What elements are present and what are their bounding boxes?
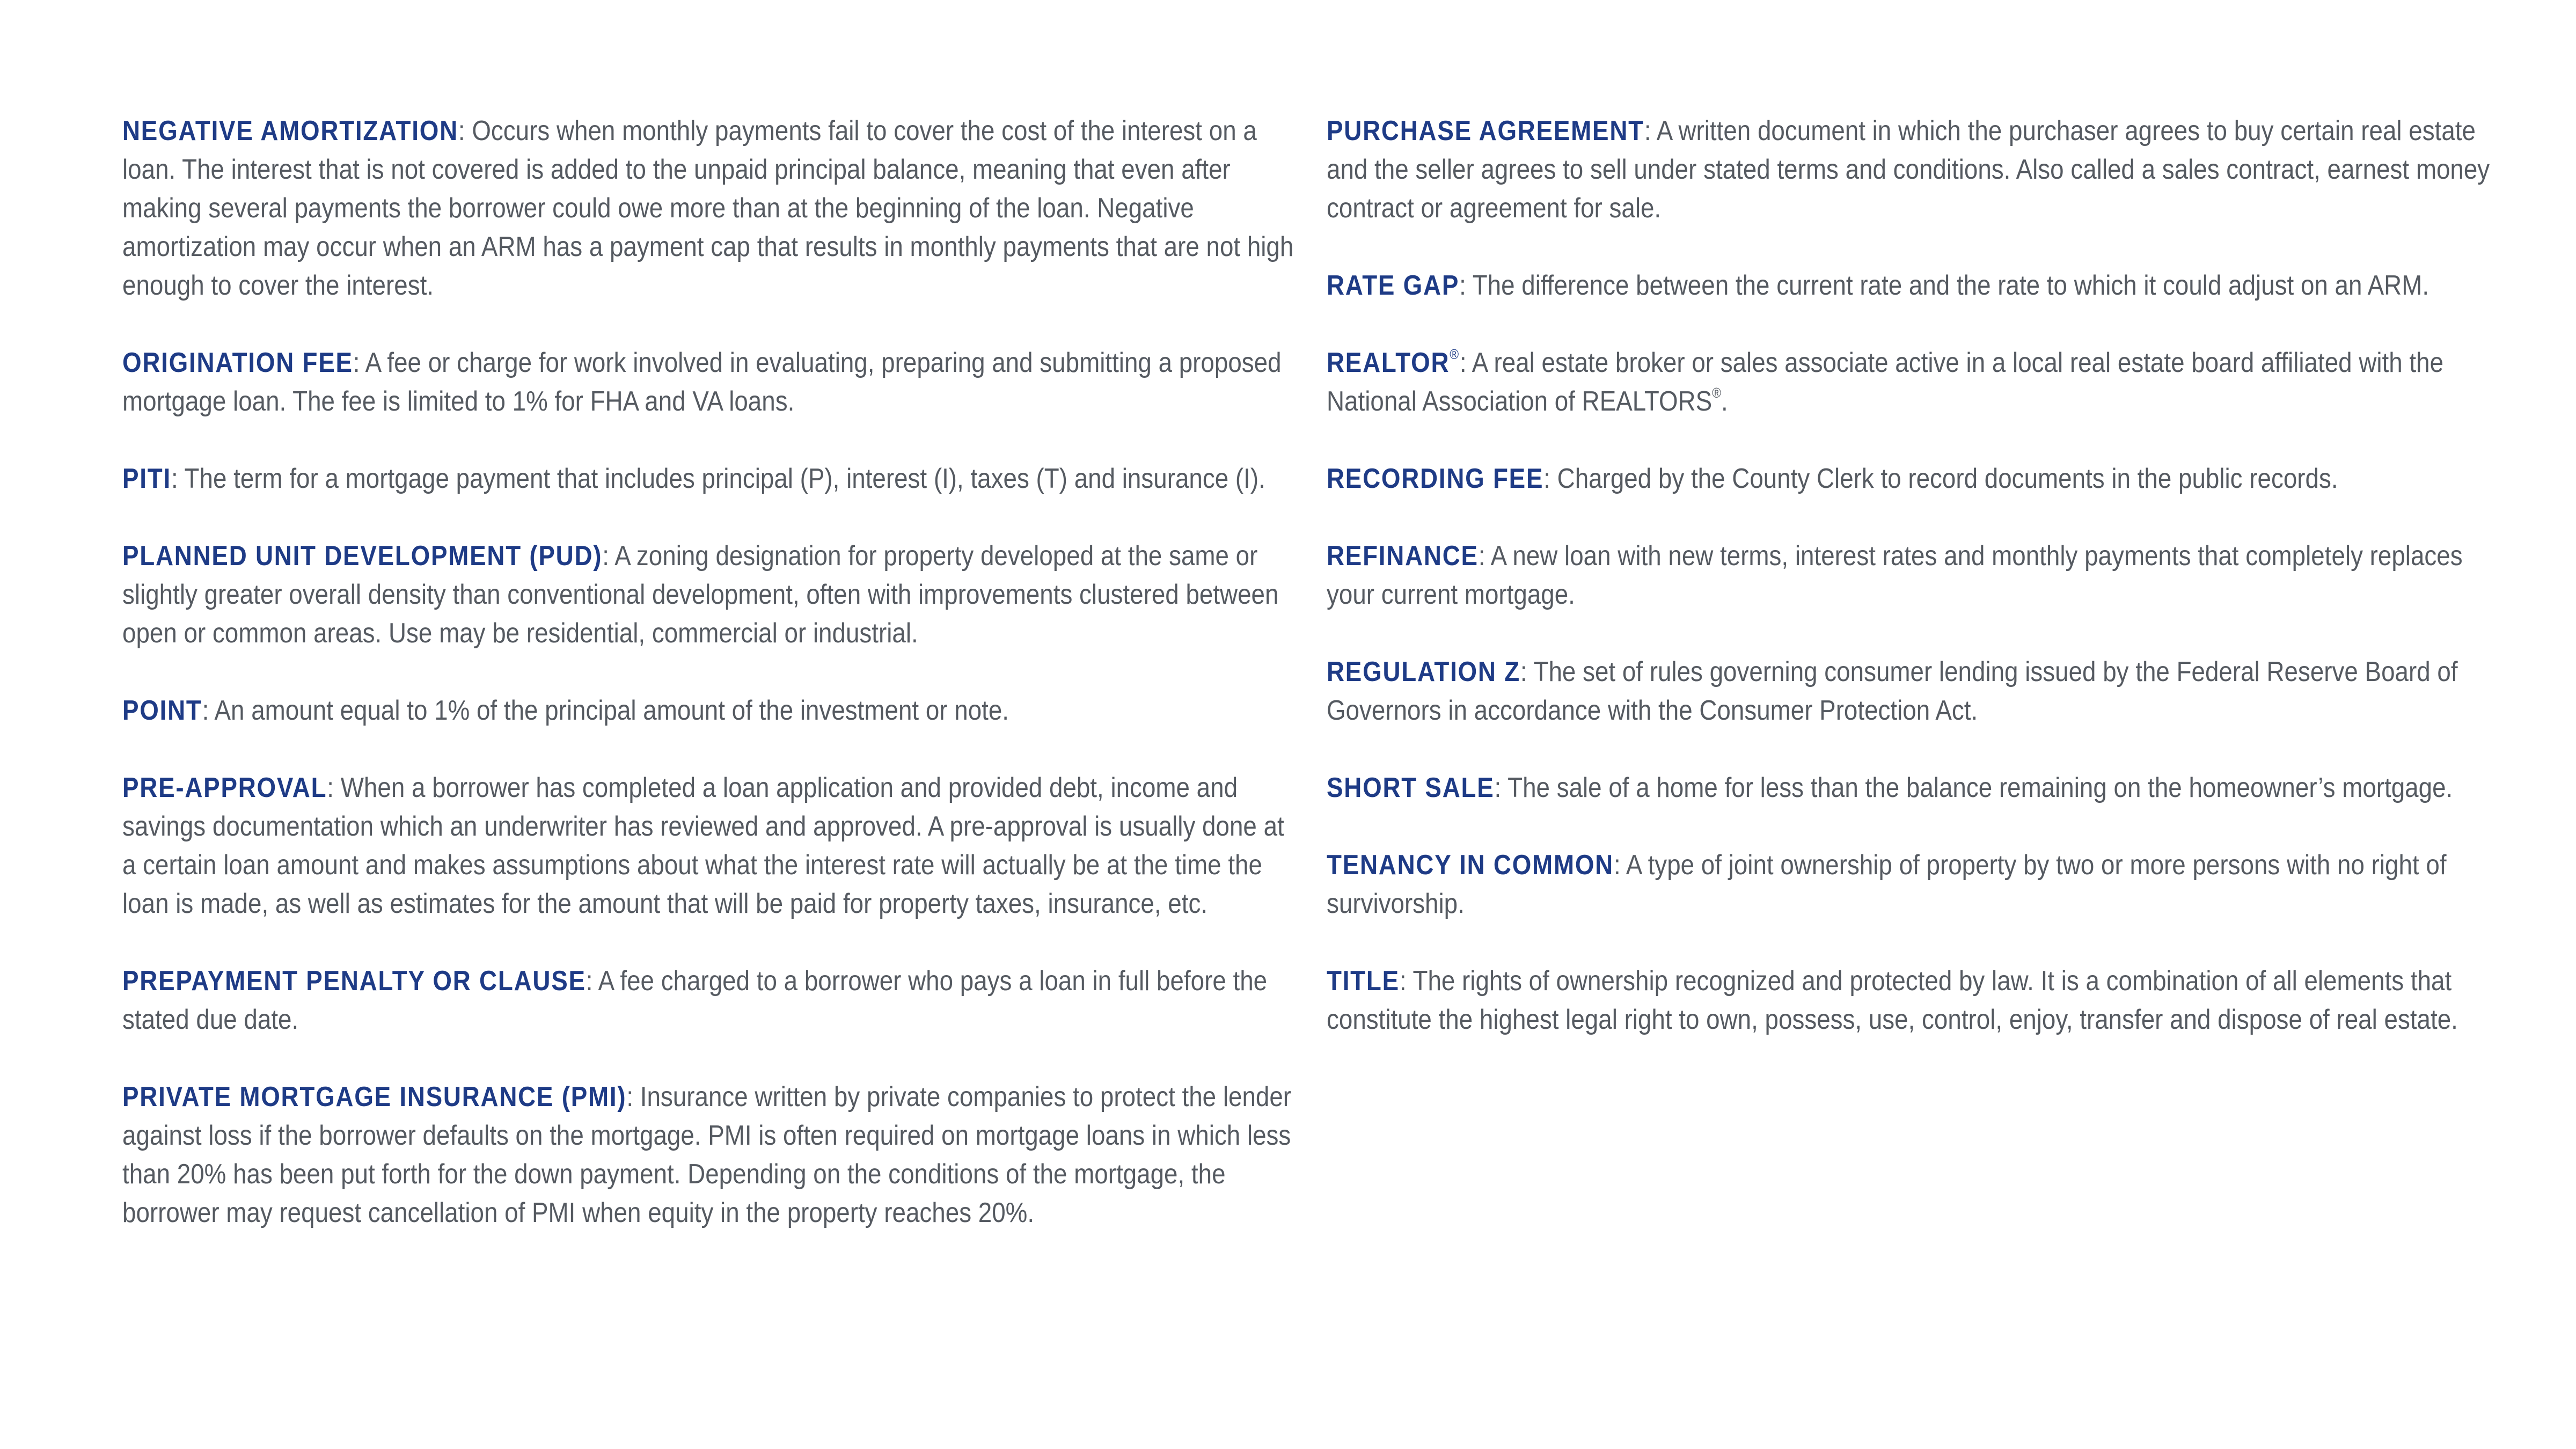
glossary-definition: : Charged by the County Clerk to record documents in the public records.	[1543, 463, 2338, 494]
glossary-term: NEGATIVE AMORTIZATION	[122, 115, 458, 147]
glossary-term: PREPAYMENT PENALTY OR CLAUSE	[122, 965, 586, 997]
glossary-term: TENANCY IN COMMON	[1327, 850, 1614, 881]
glossary-definition: : The term for a mortgage payment that includes principal (P), interest (I), taxes (T) and insurance (I).	[171, 463, 1265, 494]
glossary-definition: : When a borrower has completed a loan application and provided debt, income and savings documentation which an underwriter has reviewed and approved. A pre-approval is usually done at a certain loan amount and makes assumptions about what the interest rate will actually be at the time the loan is made, as well as estimates for the amount that will be paid for property taxes, insurance, etc.	[122, 772, 1284, 919]
glossary-definition: : An amount equal to 1% of the principal amount of the investment or note.	[202, 695, 1009, 726]
glossary-term: PURCHASE AGREEMENT	[1327, 115, 1644, 147]
glossary-entry-point	[122, 691, 1293, 730]
glossary-entry-realtor	[1327, 343, 2498, 421]
glossary-definition-end: .	[1721, 386, 1728, 417]
glossary-definition: : The set of rules governing consumer lending issued by the Federal Reserve Board of Governors in accordance with the Consumer Protection Act.	[1327, 656, 2458, 726]
glossary-definition: : A written document in which the purchaser agrees to buy certain real estate and the seller agrees to sell under stated terms and conditions. Also called a sales contract, earnest money contract or agreement for sale.	[1327, 115, 2490, 224]
glossary-term: POINT	[122, 695, 202, 726]
glossary-right-column	[1327, 112, 2498, 1078]
glossary-entry-negative-amortization	[122, 112, 1293, 305]
registered-mark: ®	[1450, 346, 1460, 362]
glossary-definition: : A new loan with new terms, interest rates and monthly payments that completely replaces your current mortgage.	[1327, 540, 2463, 610]
glossary-term: PRIVATE MORTGAGE INSURANCE (PMI)	[122, 1081, 627, 1113]
glossary-term: RATE GAP	[1327, 270, 1460, 301]
glossary-definition: : A fee charged to a borrower who pays a loan in full before the stated due date.	[122, 965, 1268, 1035]
glossary-term	[1327, 347, 1460, 378]
glossary-entry-purchase-agreement	[1327, 112, 2498, 228]
glossary-definition: : The sale of a home for less than the balance remaining on the homeowner’s mortgage.	[1494, 772, 2453, 803]
glossary-definition: : The rights of ownership recognized and protected by law. It is a combination of all elements that constitute the highest legal right to own, possess, use, control, enjoy, transfer and dispose of real estate.	[1327, 965, 2458, 1035]
glossary-term: TITLE	[1327, 965, 1400, 997]
glossary-left-column	[122, 112, 1293, 1271]
glossary-definition: : The difference between the current rate and the rate to which it could adjust on an ARM.	[1459, 270, 2429, 301]
glossary-entry-title	[1327, 962, 2498, 1039]
glossary-entry-recording-fee	[1327, 459, 2498, 498]
glossary-entry-pre-approval	[122, 769, 1293, 923]
glossary-entry-origination-fee	[122, 343, 1293, 421]
glossary-term-text: REALTOR	[1327, 347, 1450, 378]
glossary-definition: : A fee or charge for work involved in evaluating, preparing and submitting a proposed mortgage loan. The fee is limited to 1% for FHA and VA loans.	[122, 347, 1282, 417]
glossary-term: ORIGINATION FEE	[122, 347, 353, 378]
glossary-entry-tenancy-in-common	[1327, 846, 2498, 923]
glossary-entry-planned-unit-development	[122, 537, 1293, 653]
glossary-entry-piti	[122, 459, 1293, 498]
glossary-term: SHORT SALE	[1327, 772, 1495, 803]
glossary-entry-regulation-z	[1327, 653, 2498, 730]
glossary-term: RECORDING FEE	[1327, 463, 1544, 494]
glossary-term: PRE-APPROVAL	[122, 772, 327, 803]
glossary-definition: : A type of joint ownership of property by two or more persons with no right of survivorship.	[1327, 850, 2447, 919]
glossary-definition: : A real estate broker or sales associate active in a local real estate board affiliated with the National Association of REALTORS	[1327, 347, 2444, 417]
glossary-term: PITI	[122, 463, 171, 494]
glossary-term: PLANNED UNIT DEVELOPMENT (PUD)	[122, 540, 603, 572]
glossary-entry-short-sale	[1327, 769, 2498, 807]
glossary-term: REGULATION Z	[1327, 656, 1520, 687]
glossary-definition: : Insurance written by private companies to protect the lender against loss if the borrower defaults on the mortgage. PMI is often required on mortgage loans in which less than 20% has been put forth for the down payment. Depending on the conditions of the mortgage, the borrower may request cancellation of PMI when equity in the property reaches 20%.	[122, 1081, 1292, 1228]
glossary-entry-prepayment-penalty	[122, 962, 1293, 1039]
glossary-entry-private-mortgage-insurance	[122, 1078, 1293, 1232]
glossary-definition: : Occurs when monthly payments fail to cover the cost of the interest on a loan. The interest that is not covered is added to the unpaid principal balance, meaning that even after making several payments the borrower could owe more than at the beginning of the loan. Negative amortization may occur when an ARM has a payment cap that results in monthly payments that are not high enough to cover the interest.	[122, 115, 1294, 301]
glossary-entry-refinance	[1327, 537, 2498, 614]
glossary-term: REFINANCE	[1327, 540, 1479, 572]
glossary-entry-rate-gap	[1327, 266, 2498, 305]
glossary-definition: : A zoning designation for property developed at the same or slightly greater overall density than conventional development, often with improvements clustered between open or common areas. Use may be residential, commercial or industrial.	[122, 540, 1279, 649]
registered-mark: ®	[1712, 385, 1721, 401]
